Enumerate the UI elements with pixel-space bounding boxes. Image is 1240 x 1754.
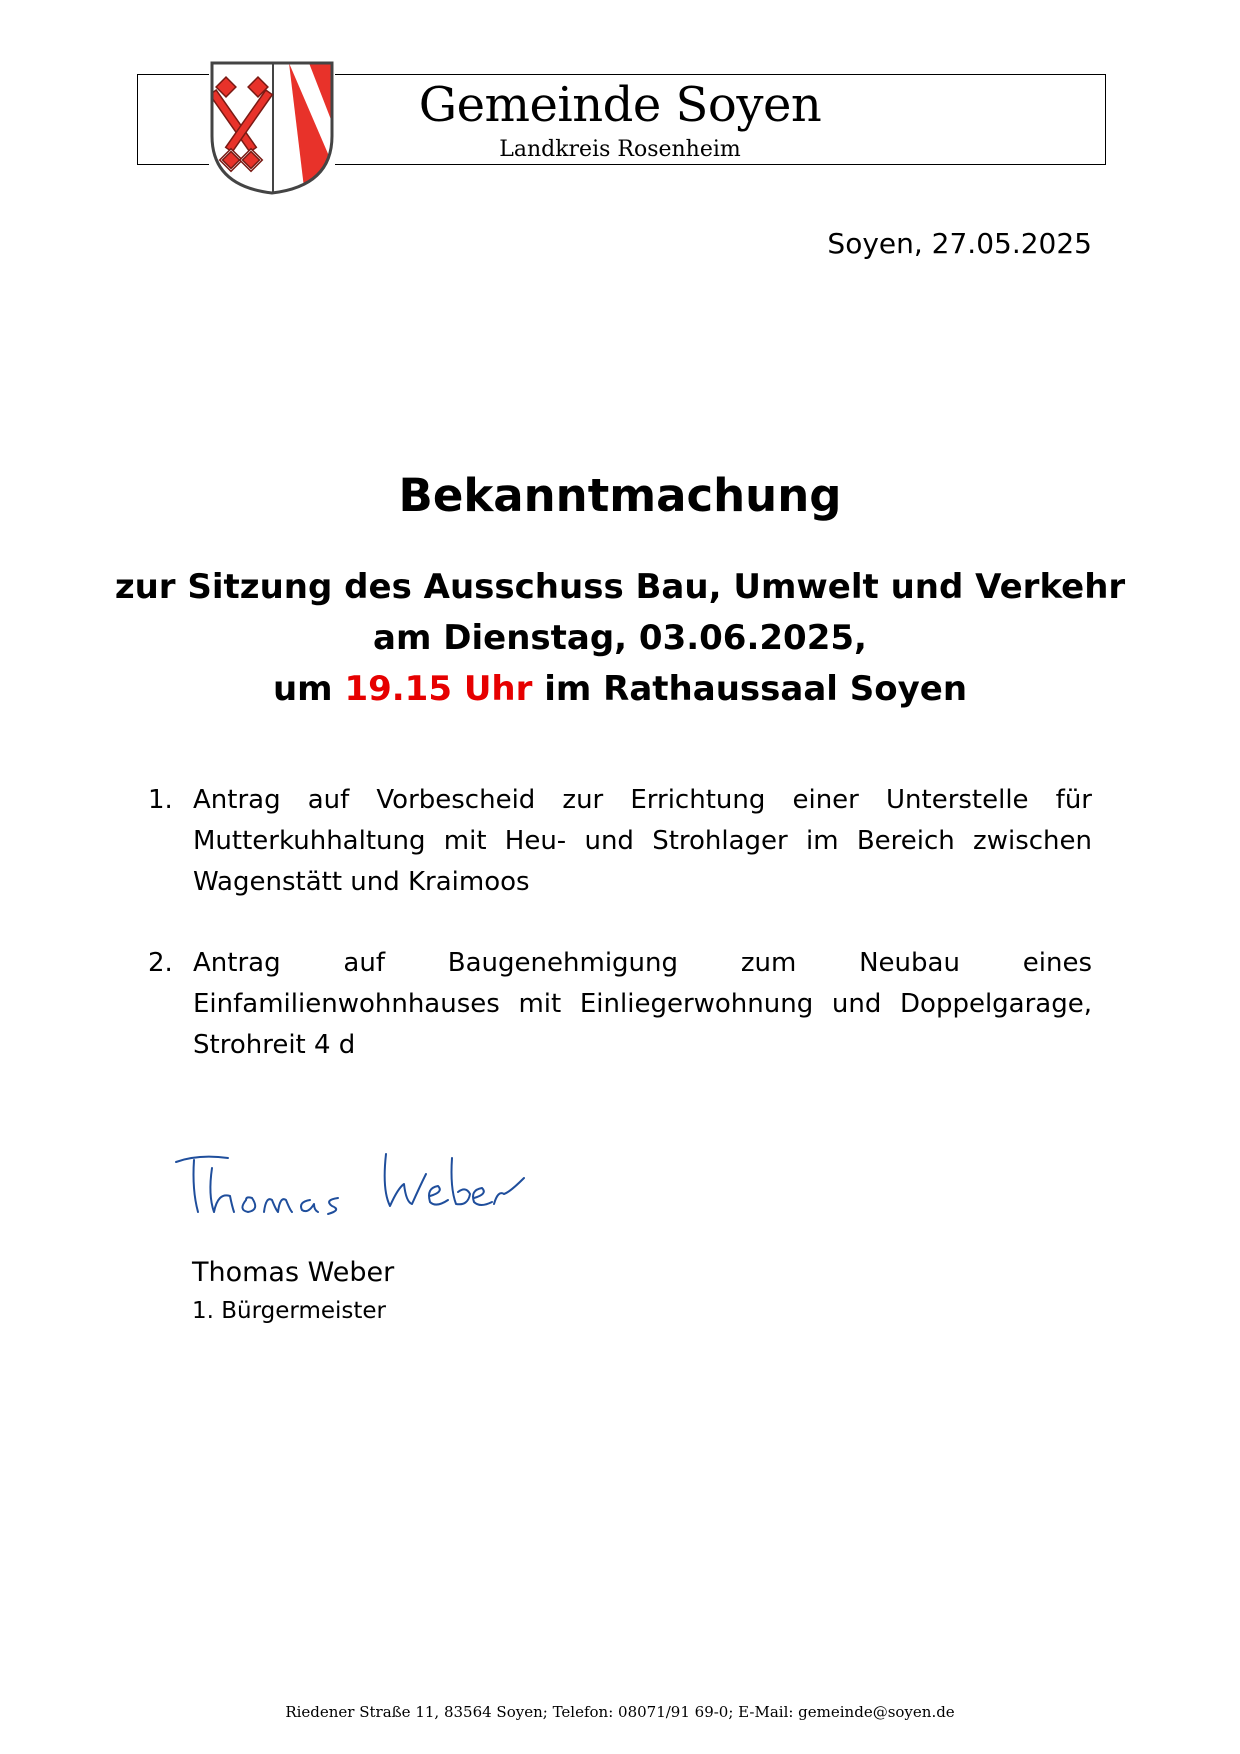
meeting-time-place — [0, 664, 1240, 715]
agenda-item-text: Antrag auf Vorbescheid zur Errichtung einer Unterstelle für Mutterkuhhaltung mit Heu- und Strohlager im Bereich zwischen Wagenstätt und Kraimoos — [193, 785, 1092, 897]
agenda-list — [148, 780, 1092, 1106]
agenda-item — [148, 943, 1092, 1066]
handwritten-signature — [168, 1140, 568, 1240]
meeting-time-prefix: um — [272, 669, 333, 709]
district-name: Landkreis Rosenheim — [499, 137, 741, 162]
agenda-item-number: 1. — [148, 785, 173, 815]
org-name: Gemeinde Soyen — [418, 77, 822, 133]
document-date: Soyen, 27.05.2025 — [827, 227, 1092, 260]
page-title: Bekanntmachung — [398, 469, 842, 522]
meeting-committee: zur Sitzung des Ausschuss Bau, Umwelt und Verkehr — [114, 567, 1126, 607]
meeting-place: im Rathaussaal Soyen — [544, 669, 968, 709]
meeting-time: 19.15 Uhr — [344, 669, 533, 709]
meeting-date: am Dienstag, 03.06.2025, — [373, 618, 867, 658]
agenda-item-text: Antrag auf Baugenehmigung zum Neubau eines Einfamilienwohnhauses mit Einliegerwohnung und Doppelgarage, Strohreit 4 d — [193, 948, 1092, 1060]
signer-name: Thomas Weber — [192, 1257, 395, 1288]
meeting-details — [0, 562, 1240, 715]
agenda-item-number: 2. — [148, 948, 173, 978]
coat-of-arms-icon — [209, 60, 335, 196]
footer-contact: Riedener Straße 11, 83564 Soyen; Telefon: 08071/91 69-0; E-Mail: gemeinde@soyen.de — [285, 1703, 955, 1721]
agenda-item — [148, 780, 1092, 903]
signer-role: 1. Bürgermeister — [192, 1298, 387, 1324]
